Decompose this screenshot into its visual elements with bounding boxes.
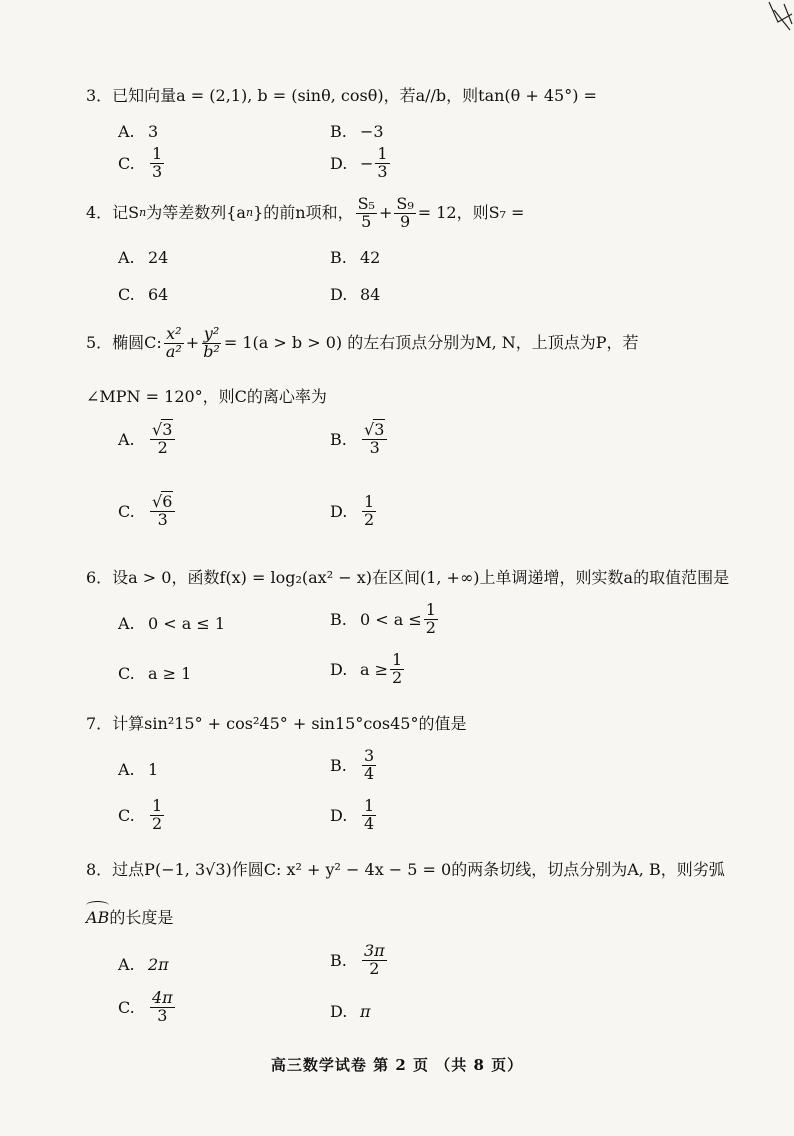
arc-ab: AB [86, 906, 109, 930]
q4-option-a[interactable]: A. 24 [118, 248, 169, 267]
q3-option-c[interactable]: C. $\frac{1}{3}$ [118, 144, 163, 181]
q6-option-a[interactable]: A. 0 < a ≤ 1 [118, 614, 226, 633]
question-5-stem: 5．椭圆C: $\frac{\text{x²}}{\text{a²}}$ + $\frac{\text{y²}}{\text{b²}}$ = 1(a > b > 0) 的左右顶点分别为M, N，上顶点为P，若 [86, 324, 639, 361]
question-7-stem: 7．计算sin²15° + cos²45° + sin15°cos45°的值是 [86, 714, 467, 733]
q8-option-d[interactable]: D. π [330, 1002, 371, 1021]
q5-option-d[interactable]: D. $\frac{1}{2}$ [330, 492, 375, 529]
q6-option-d[interactable]: D. a ≥ $\frac{1}{2}$ [330, 650, 403, 687]
question-5-stem-line2: ∠MPN = 120°，则C的离心率为 [86, 387, 327, 406]
q4-option-c[interactable]: C. 64 [118, 285, 169, 304]
q6-option-b[interactable]: B. 0 < a ≤ $\frac{1}{2}$ [330, 600, 436, 637]
question-3-stem: 3．已知向量a = (2,1), b = (sinθ, cosθ)，若a//b，则tan(θ + 45°) = [86, 86, 597, 105]
q8-option-a[interactable]: A. 2π [118, 955, 169, 974]
q3-option-d[interactable]: D. − $\frac{1}{3}$ [330, 144, 388, 181]
q7-option-a[interactable]: A. 1 [118, 760, 159, 779]
q3-d-fraction: $\frac{1}{3}$ [377, 144, 388, 181]
q4-option-b[interactable]: B. 42 [330, 248, 381, 267]
q7-option-c[interactable]: C. $\frac{1}{2}$ [118, 796, 163, 833]
page-footer: 高三数学试卷 第 2 页 （共 8 页） [270, 1056, 524, 1074]
q8-option-c[interactable]: C. $\frac{4\pi}{3}$ [118, 988, 173, 1025]
question-8-stem: 8．过点P(−1, 3√3)作圆C: x² + y² − 4x − 5 = 0的两条切线，切点分别为A, B，则劣弧 [86, 860, 725, 879]
q3-option-b[interactable]: B. −3 [330, 122, 384, 141]
corner-scribble-icon [734, 0, 794, 50]
q8-option-b[interactable]: B. $\frac{3\pi}{2}$ [330, 941, 385, 978]
question-6-stem: 6．设a > 0，函数f(x) = log₂(ax² − x)在区间(1, +∞)上单调递增，则实数a的取值范围是 [86, 568, 730, 587]
q5-option-a[interactable]: A. $\frac{√3}{2}$ [118, 422, 177, 457]
q4-option-d[interactable]: D. 84 [330, 285, 381, 304]
q5-option-c[interactable]: C. $\frac{√6}{3}$ [118, 494, 177, 529]
q6-option-c[interactable]: C. a ≥ 1 [118, 664, 192, 683]
q7-option-d[interactable]: D. $\frac{1}{4}$ [330, 796, 375, 833]
question-8-stem-line2: AB的长度是 [86, 906, 173, 930]
q5-option-b[interactable]: B. $\frac{√3}{3}$ [330, 422, 389, 457]
q3-option-a[interactable]: A. 3 [118, 122, 159, 141]
q3-c-fraction: $\frac{1}{3}$ [152, 144, 163, 181]
q7-option-b[interactable]: B. $\frac{3}{4}$ [330, 746, 375, 783]
question-4-stem: 4．记S n 为等差数列{a n }的前n项和， $\frac{\text{S₅}}{5}$ + $\frac{\text{S₉}}{9}$ = 12，则S₇ = [86, 194, 525, 231]
